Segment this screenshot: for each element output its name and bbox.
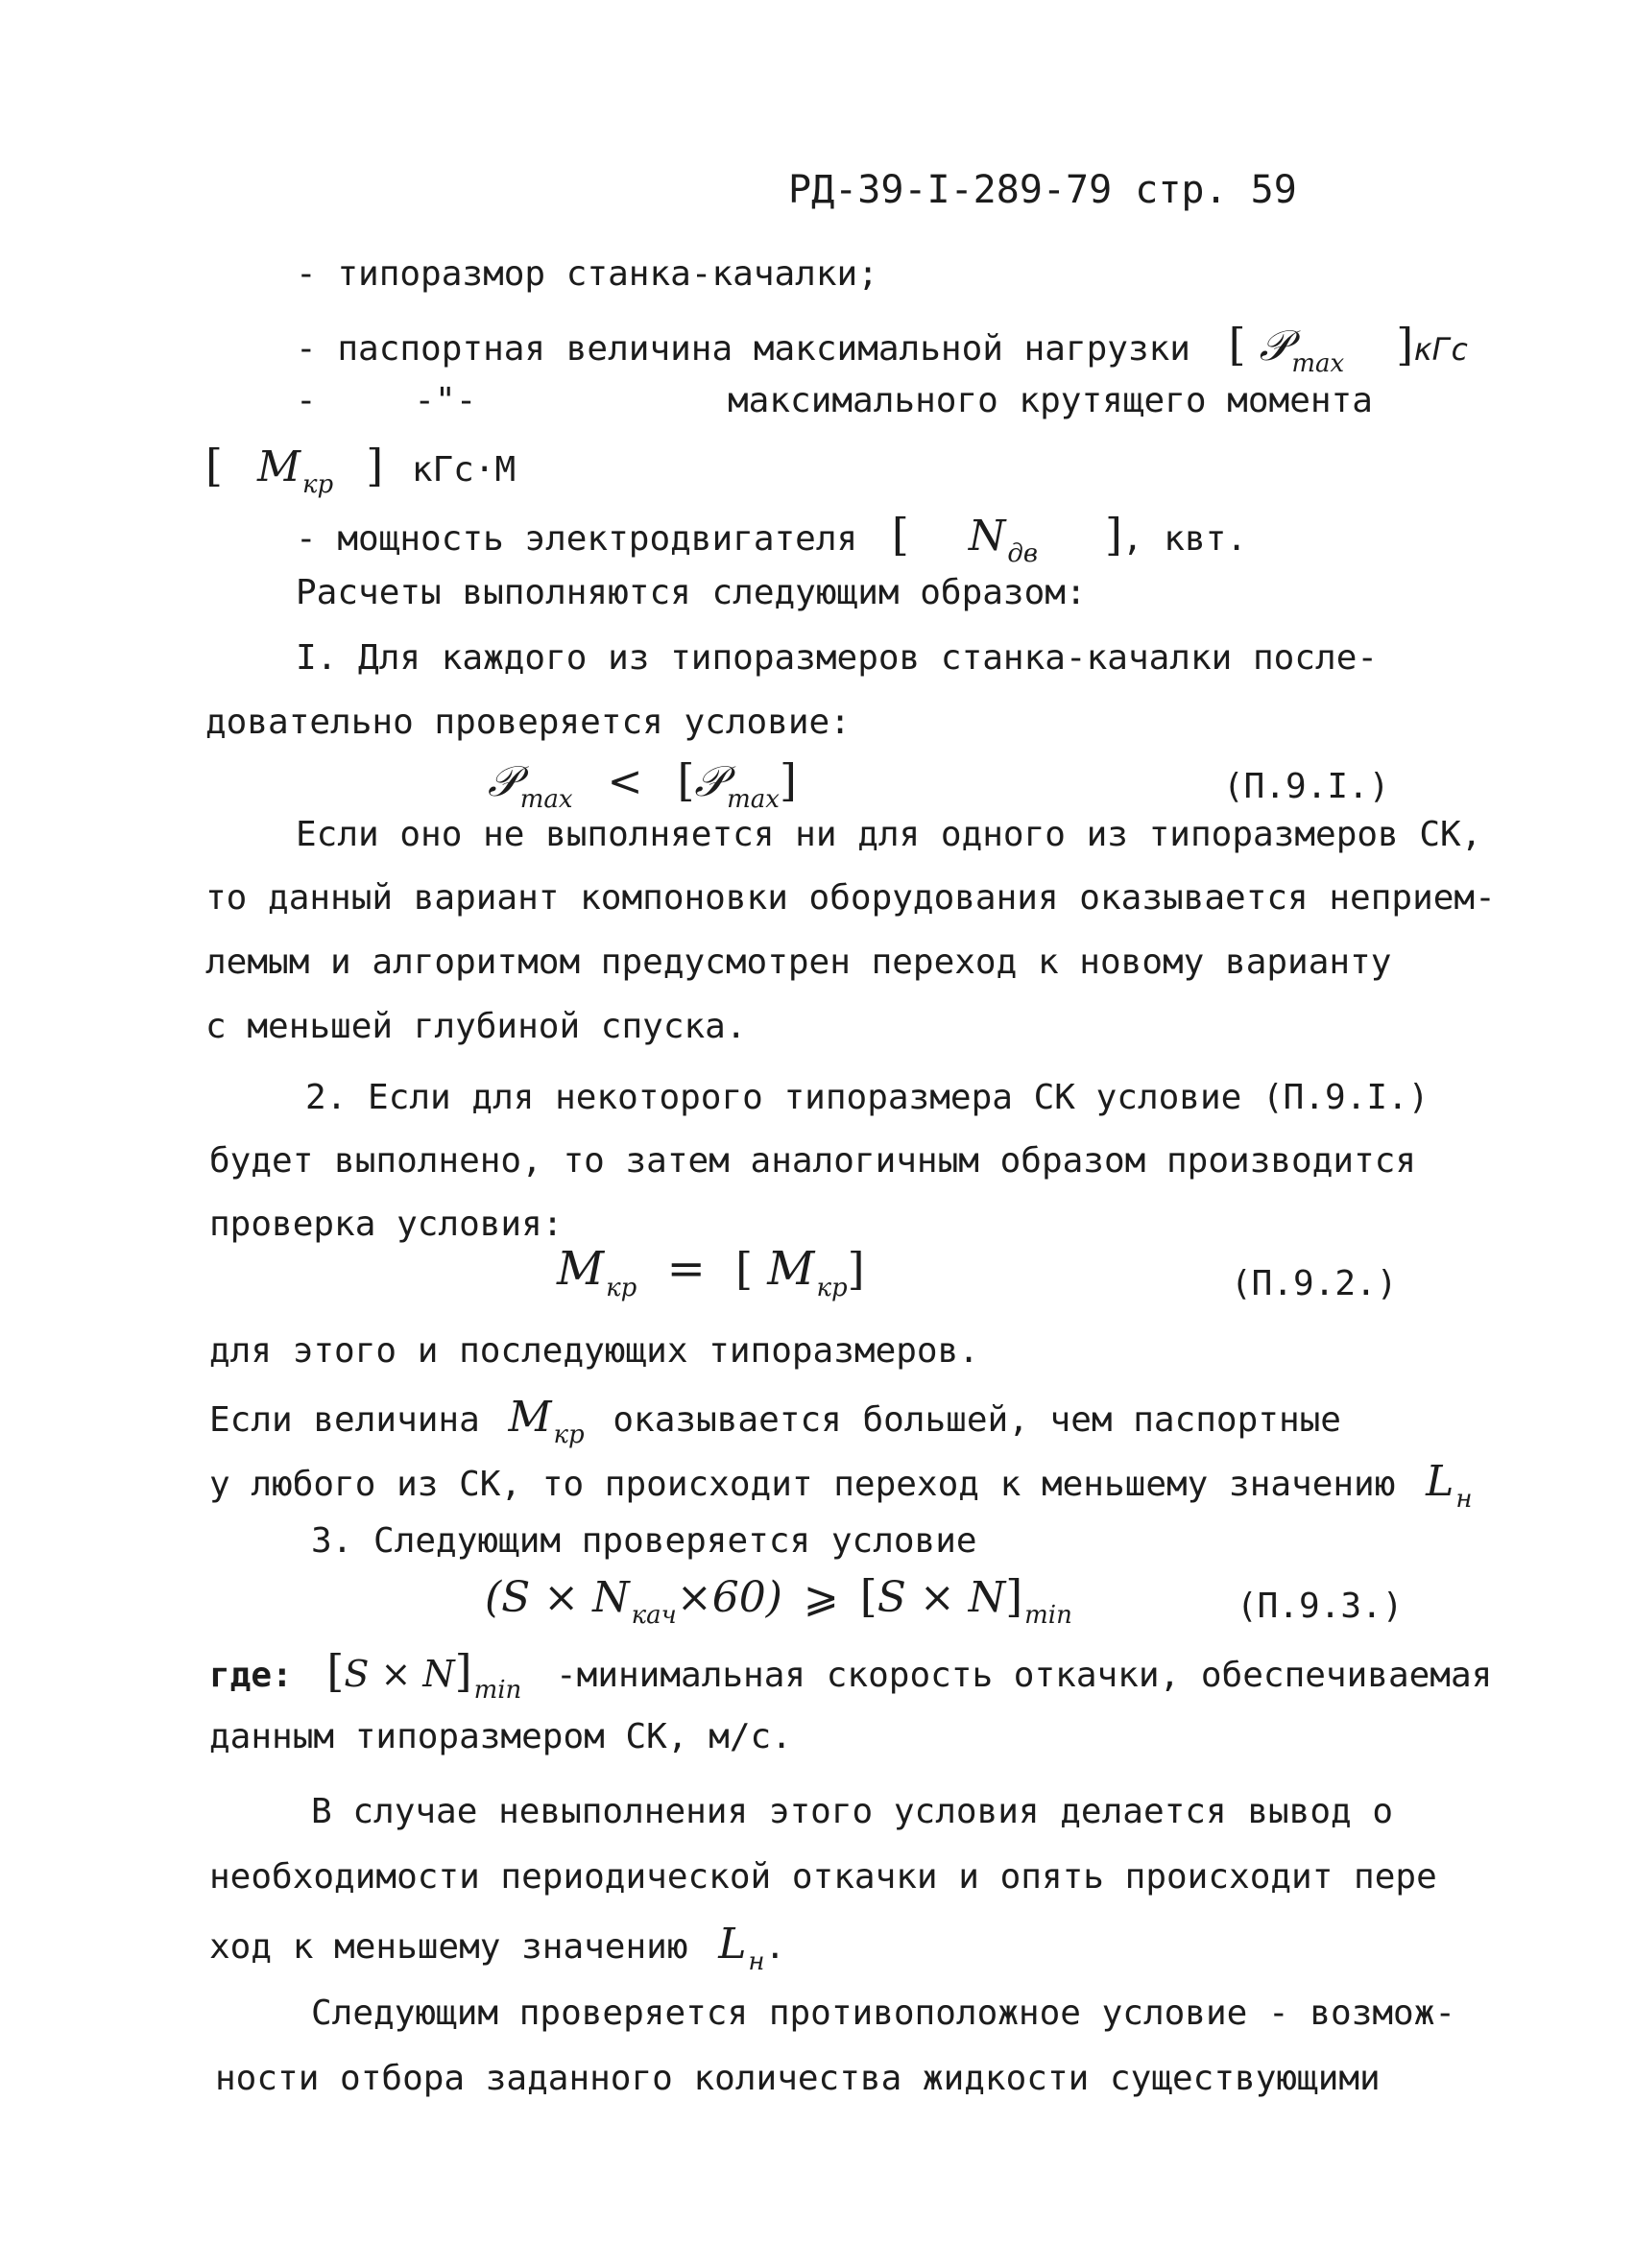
list-item-load-text: - паспортная величина максимальной нагрузки xyxy=(296,329,1190,369)
where-label: где: xyxy=(209,1656,293,1695)
load-unit: кГс xyxy=(1413,331,1469,368)
list-item-moment xyxy=(296,381,477,420)
para-2-line-1: Если оно не выполняется ни для одного из типоразмеров СК, xyxy=(296,815,1482,854)
para-2-line-4: с меньшей глубиной спуска. xyxy=(205,1007,747,1046)
para-5-symbol: $M_{кр}$ xyxy=(508,1393,585,1449)
para-6-line-1: 3. Следующим проверяется условие xyxy=(311,1521,977,1561)
equation-2: $M_{кр}$ = [ $M_{кр}$] xyxy=(557,1242,865,1302)
para-4-line-1: для этого и последующих типоразмеров. xyxy=(209,1331,979,1371)
para-7-line-2: необходимости периодической откачки и опять происходит пере xyxy=(209,1857,1437,1897)
para-2-line-3: лемым и алгоритмом предусмотрен переход к новому варианту xyxy=(205,943,1392,982)
where-text: -минимальная скорость откачки, обеспечиваемая xyxy=(555,1656,1493,1695)
equation-3: $(S \times N_{кач}\times 60)$ ⩾ $[S \times N]_{min}$ xyxy=(485,1570,1072,1630)
where-symbol: $[S \times N]_{min}$ xyxy=(326,1645,522,1705)
para-7-L: $L_н$ xyxy=(718,1920,765,1976)
load-formula: [ 𝒫$_{max}$ ] xyxy=(1228,319,1414,378)
power-formula: [ $N_{дв}$ ] xyxy=(891,509,1122,568)
para-5-line-2-text: у любого из СК, то происходит переход к меньшему значению xyxy=(209,1465,1396,1504)
para-8-line-2: ности отбора заданного количества жидкости существующими xyxy=(215,2059,1381,2098)
where-line-1 xyxy=(209,1645,1493,1705)
moment-unit: кГс·М xyxy=(411,450,517,489)
list-item-size: - типоразмор станка-качалки; xyxy=(296,254,878,294)
equation-1: 𝒫$_{max}$ < [𝒫$_{max}$] xyxy=(488,754,797,814)
para-1-line-1: I. Для каждого из типоразмеров станка-качалки после- xyxy=(296,638,1379,678)
para-5-line-2 xyxy=(209,1457,1473,1514)
moment-formula: [ $M_{кр}$ ] xyxy=(205,440,384,499)
para-7-line-1: В случае невыполнения этого условия делается вывод о xyxy=(311,1792,1394,1831)
moment-text: максимального крутящего момента xyxy=(728,381,1373,420)
para-3-line-3: проверка условия: xyxy=(209,1205,564,1244)
moment-ditto: -"- xyxy=(414,381,477,420)
para-5-L: $L_н$ xyxy=(1426,1457,1473,1514)
para-5-prefix: Если величина xyxy=(209,1400,480,1440)
para-5-line-1 xyxy=(209,1393,1341,1449)
equation-1-number: (П.9.I.) xyxy=(1223,767,1390,806)
para-1-line-2: довательно проверяется условие: xyxy=(205,703,851,742)
moment-formula-line xyxy=(205,440,517,499)
list-item-load xyxy=(296,319,1469,378)
para-2-line-2: то данный вариант компоновки оборудования оказывается неприем- xyxy=(205,878,1496,918)
para-7-line-3 xyxy=(209,1920,786,1976)
para-3-line-1: 2. Если для некоторого типоразмера СК условие (П.9.I.) xyxy=(305,1078,1430,1117)
para-3-line-2: будет выполнено, то затем аналогичным образом производится xyxy=(209,1141,1417,1181)
power-text: - мощность электродвигателя xyxy=(296,519,858,559)
para-7-end: . xyxy=(764,1927,786,1967)
para-5-suffix: оказывается большей, чем паспортные xyxy=(613,1400,1341,1440)
list-item-power xyxy=(296,509,1247,568)
para-8-line-1: Следующим проверяется противоположное условие - возмож- xyxy=(311,1993,1456,2033)
where-line-2: данным типоразмером СК, м/с. xyxy=(209,1717,792,1756)
page-header: РД-39-I-289-79 стр. 59 xyxy=(788,168,1297,212)
calc-intro: Расчеты выполняются следующим образом: xyxy=(296,573,1087,612)
equation-3-number: (П.9.3.) xyxy=(1237,1587,1404,1626)
equation-2-number: (П.9.2.) xyxy=(1231,1264,1398,1303)
power-unit: , квт. xyxy=(1121,519,1247,559)
moment-dash: - xyxy=(296,381,317,420)
para-7-line-3-text: ход к меньшему значению xyxy=(209,1927,688,1967)
